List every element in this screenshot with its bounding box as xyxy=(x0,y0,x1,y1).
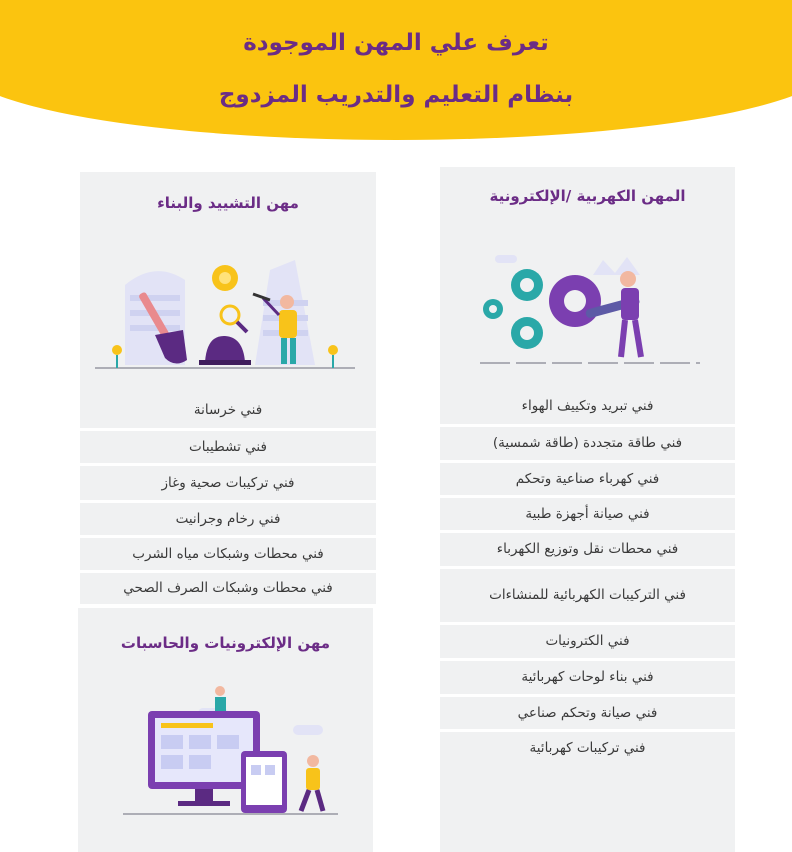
list-item xyxy=(80,392,376,428)
list-item xyxy=(440,530,735,566)
list-item-label: فني الكترونيات xyxy=(545,633,630,650)
construction-card xyxy=(80,172,376,392)
list-item xyxy=(440,388,735,424)
list-item-label: فني رخام وجرانيت xyxy=(175,510,281,527)
list-item xyxy=(440,424,735,460)
list-item-label: فني تركيبات كهربائية xyxy=(529,739,646,756)
list-item xyxy=(440,495,735,530)
electronics-title: مهن الإلكترونيات والحاسبات xyxy=(120,634,331,652)
list-item-label: فني تركيبات صحية وغاز xyxy=(161,474,295,491)
list-item-label: فني محطات وشبكات مياه الشرب xyxy=(132,545,324,562)
electrical-list xyxy=(440,388,735,764)
list-item xyxy=(80,535,376,570)
list-item-label: فني صيانة أجهزة طبية xyxy=(525,505,650,522)
list-item-label: فني صيانة وتحكم صناعي xyxy=(517,704,658,721)
list-item-label: فني تشطيبات xyxy=(189,438,267,455)
electrical-title: المهن الكهربية /الإلكترونية xyxy=(489,187,686,205)
list-item-label: فني التركيبات الكهربائية للمنشاءات xyxy=(489,587,686,604)
list-item xyxy=(440,460,735,495)
header-banner xyxy=(0,0,792,140)
construction-illustration xyxy=(95,250,355,375)
list-item xyxy=(440,566,735,622)
list-item xyxy=(80,428,376,463)
construction-title: مهن التشييد والبناء xyxy=(157,194,299,212)
list-item xyxy=(440,622,735,658)
list-item xyxy=(80,570,376,604)
list-item-label: فني بناء لوحات كهربائية xyxy=(521,669,654,686)
page-title-line2: بنظام التعليم والتدريب المزدوج xyxy=(218,82,574,108)
list-item-label: فني تبريد وتكييف الهواء xyxy=(521,397,654,414)
list-item xyxy=(440,694,735,729)
list-item-label: فني محطات وشبكات الصرف الصحي xyxy=(123,580,333,597)
list-item-label: فني محطات نقل وتوزيع الكهرباء xyxy=(496,541,679,558)
list-item xyxy=(80,500,376,535)
electronics-card xyxy=(78,608,373,852)
list-item-label: فني كهرباء صناعية وتحكم xyxy=(515,470,660,487)
electronics-illustration xyxy=(103,683,343,818)
list-item-label: فني طاقة متجددة (طاقة شمسية) xyxy=(492,435,683,452)
electrical-illustration xyxy=(475,245,705,375)
page-title-line1: تعرف علي المهن الموجودة xyxy=(243,30,549,56)
list-item xyxy=(80,463,376,500)
list-item xyxy=(440,658,735,694)
construction-list xyxy=(80,392,376,604)
list-item xyxy=(440,729,735,764)
list-item-label: فني خرسانة xyxy=(193,401,263,418)
